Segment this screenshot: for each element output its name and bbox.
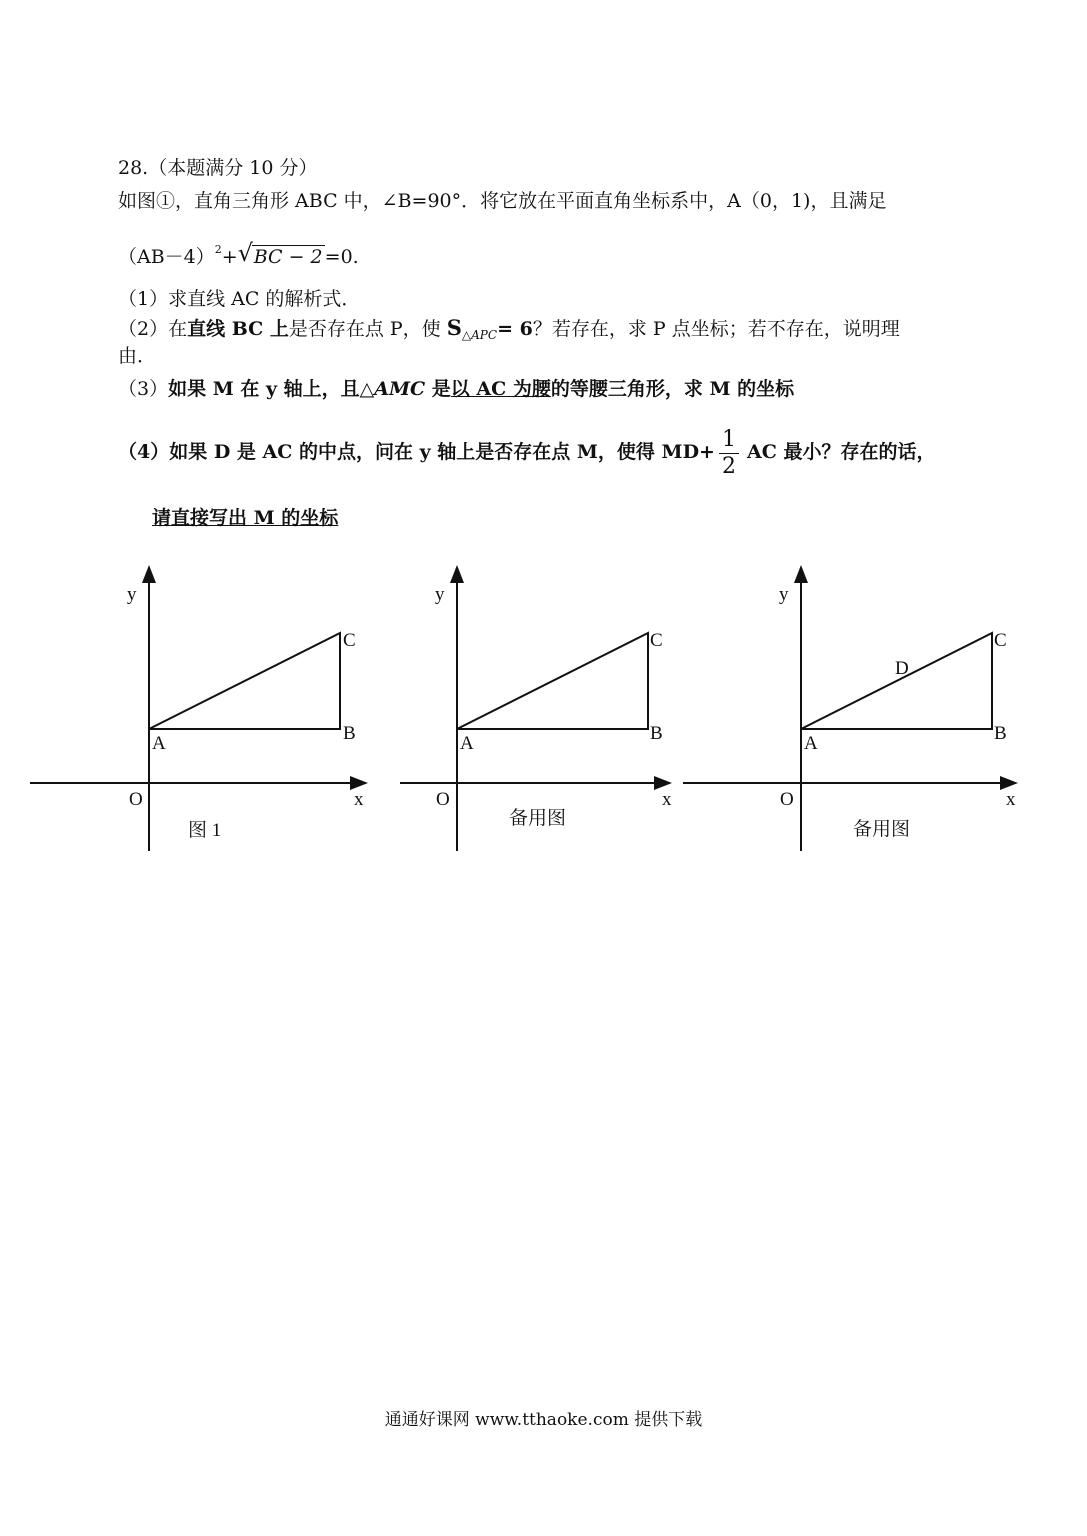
- y-axis-arrow: [450, 565, 464, 583]
- y-axis-arrow: [142, 565, 156, 583]
- eq-plus: +: [221, 246, 238, 268]
- eq-end: =0.: [324, 246, 359, 268]
- x-axis-arrow: [654, 776, 672, 790]
- q2-area-subscript: △APC: [461, 328, 498, 342]
- y-label: y: [779, 584, 789, 605]
- q3-triangle: AMC: [374, 378, 426, 400]
- question-1: （1）求直线 AC 的解析式．: [118, 288, 361, 310]
- q2-bold: 直线 BC 上: [187, 318, 289, 340]
- sqrt-content: BC − 2: [253, 246, 323, 268]
- triangle-abc: [801, 633, 992, 729]
- origin-label: O: [436, 789, 450, 810]
- q4-post: AC 最小？存在的话，: [746, 441, 936, 463]
- point-a-label: A: [804, 733, 818, 754]
- point-b-label: B: [650, 723, 663, 744]
- q3-bold: 如果 M 在 y 轴上，且△: [168, 378, 375, 400]
- q2-area-value: = 6: [497, 318, 533, 340]
- question-2-line2: 由．: [118, 345, 157, 367]
- q2-area-symbol: S: [446, 315, 462, 340]
- fraction-denominator: 2: [721, 453, 736, 479]
- figure-3: [683, 565, 1018, 851]
- eq-open: （AB－4）: [118, 246, 215, 268]
- footer-credit: 通通好课网 www.tthaoke.com 提供下载: [384, 1410, 703, 1430]
- fraction-numerator: 1: [719, 427, 739, 454]
- origin-label: O: [780, 789, 794, 810]
- x-label: x: [662, 789, 672, 810]
- q3-post: 的等腰三角形，求 M 的坐标: [550, 378, 795, 400]
- q3-pre: （3）: [118, 378, 169, 400]
- q2-pre: （2）在: [118, 318, 188, 340]
- figure-caption: 图 1: [188, 820, 222, 841]
- fraction-one-half: [719, 427, 739, 480]
- x-axis-arrow: [350, 776, 368, 790]
- eq-exponent: 2: [214, 243, 222, 256]
- triangle-abc: [457, 633, 648, 729]
- y-axis-arrow: [794, 565, 808, 583]
- point-b-label: B: [994, 723, 1007, 744]
- point-c-label: C: [343, 630, 356, 651]
- point-c-label: C: [650, 630, 663, 651]
- square-root: √ BC − 2: [237, 239, 323, 268]
- problem-intro: 如图①，直角三角形 ABC 中，∠B=90°．将它放在平面直角坐标系中，A（0，1)，且满足: [118, 190, 887, 212]
- question-4-line2: 请直接写出 M 的坐标: [152, 507, 339, 529]
- point-a-label: A: [152, 733, 166, 754]
- y-label: y: [435, 584, 445, 605]
- question-3: [118, 376, 794, 402]
- point-b-label: B: [343, 723, 356, 744]
- figure-caption: 备用图: [509, 808, 567, 829]
- point-d-label: D: [895, 658, 909, 679]
- point-c-label: C: [994, 630, 1007, 651]
- triangle-abc: [149, 633, 340, 729]
- x-label: x: [1006, 789, 1016, 810]
- point-a-label: A: [460, 733, 474, 754]
- q3-underlined: 以 AC 为腰: [450, 378, 551, 400]
- figure-2: [400, 565, 672, 851]
- origin-label: O: [129, 789, 143, 810]
- question-2: [118, 315, 900, 348]
- q4-pre: （4）如果 D 是 AC 的中点，问在 y 轴上是否存在点 M，使得 MD+: [118, 441, 715, 463]
- y-label: y: [127, 584, 137, 605]
- x-label: x: [354, 789, 364, 810]
- coordinate-figures: [0, 555, 1087, 865]
- condition-equation: [118, 237, 359, 270]
- x-axis-arrow: [1000, 776, 1018, 790]
- figure-1: [30, 565, 368, 851]
- q2-mid: 是否存在点 P，使: [288, 318, 447, 340]
- question-4: [118, 424, 935, 480]
- figure-caption: 备用图: [853, 819, 911, 840]
- problem-header: 28.（本题满分 10 分）: [118, 157, 318, 179]
- q3-mid: 是: [425, 378, 451, 400]
- q2-post: ？若存在，求 P 点坐标；若不存在，说明理: [532, 318, 900, 340]
